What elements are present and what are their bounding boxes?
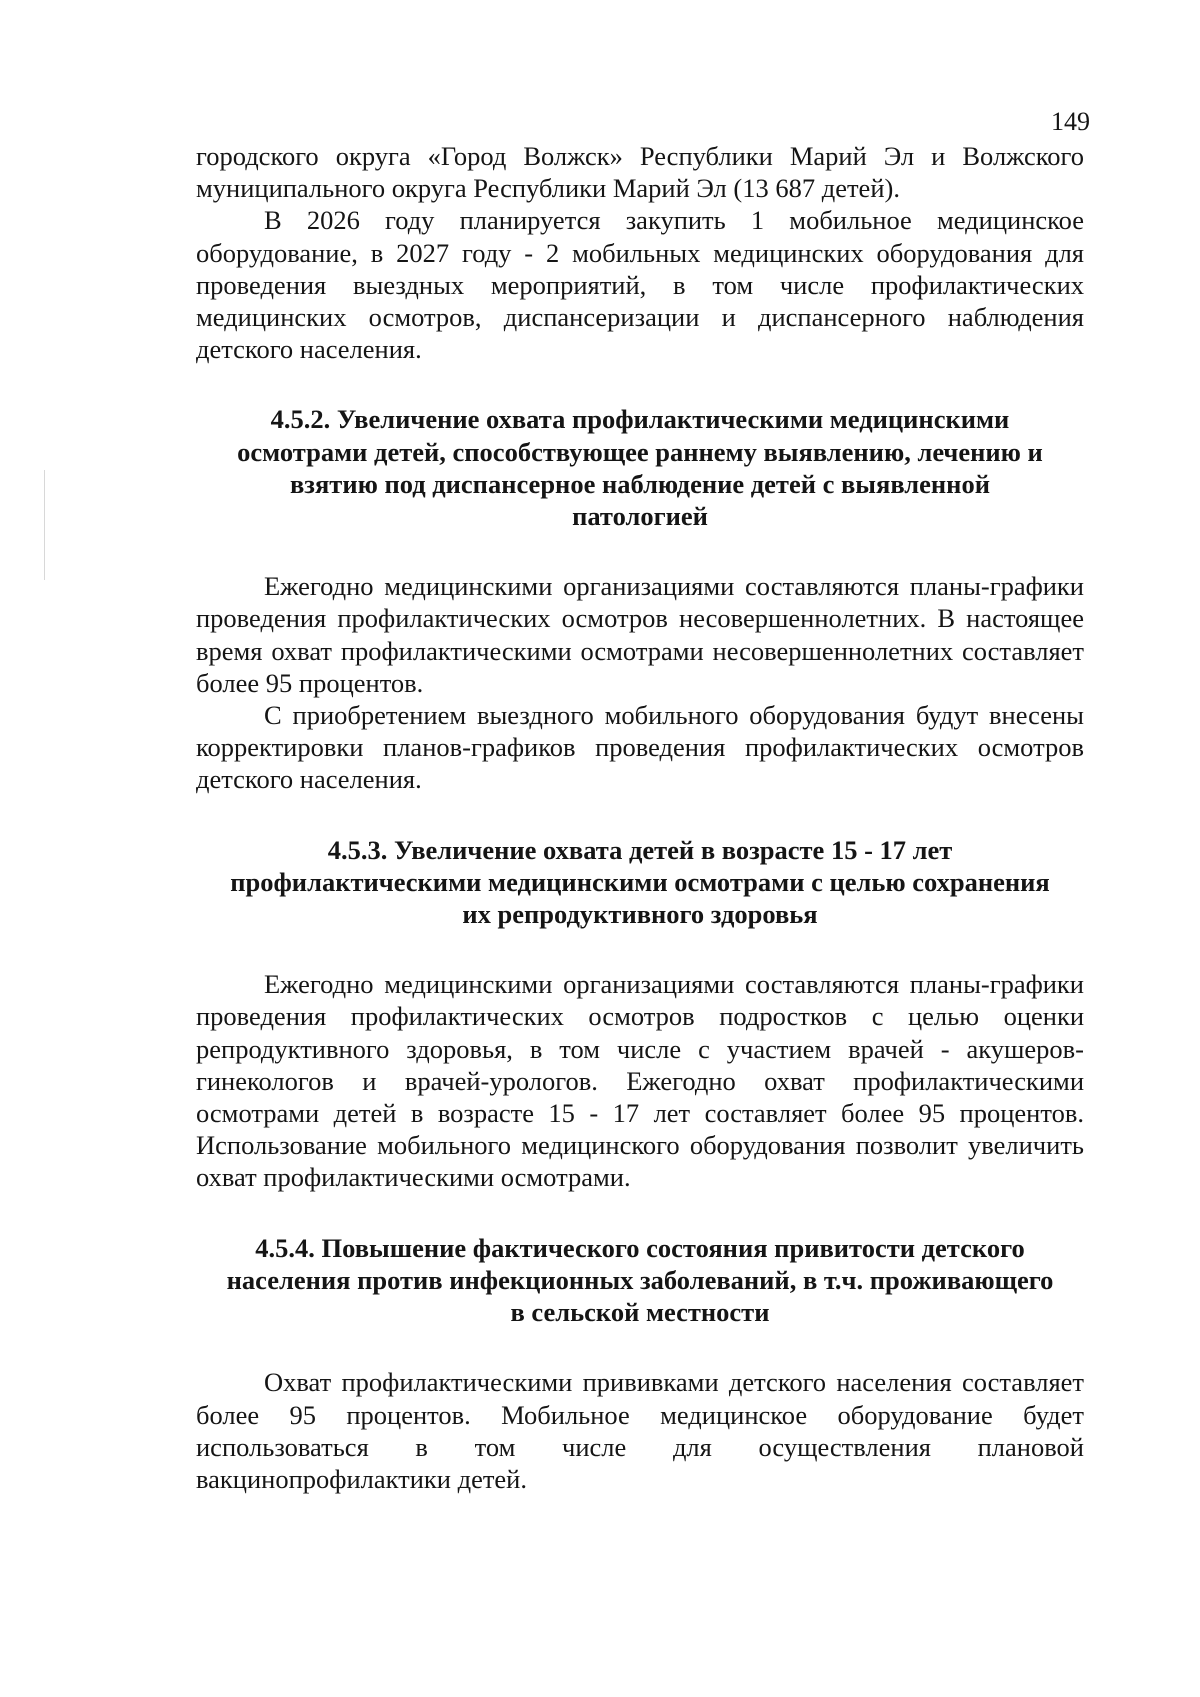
section-heading-4-5-3 — [196, 834, 1084, 931]
heading-line: 4.5.4. Повышение фактического состояния привитости детского — [255, 1232, 1025, 1263]
document-body — [196, 140, 1084, 1495]
heading-line: 4.5.3. Увеличение охвата детей в возрасте 15 - 17 лет — [327, 834, 953, 865]
paragraph-mobile-equipment: С приобретением выездного мобильного оборудования будут внесены корректировки планов-графиков проведения профилактических осмотров детского населения. — [196, 700, 1084, 795]
heading-line: населения против инфекционных заболеваний, в т.ч. проживающего — [226, 1264, 1054, 1295]
paragraph-adolescent-exams: Ежегодно медицинскими организациями составляются планы-графики проведения профилактических осмотров подростков с целью оценки репродуктивного здоровья, в том числе с участием врачей - акушеров-гинекологов и врачей-урологов. Ежегодно охват профилактическими осмотрами детей в возрасте 15 - 17 лет составляет более 95 процентов. Использование мобильного медицинского оборудования позволит увеличить охват профилактическими осмотрами. — [196, 969, 1084, 1193]
heading-line: 4.5.2. Увеличение охвата профилактическими медицинскими — [270, 404, 1010, 435]
paragraph-purchase-plan: В 2026 году планируется закупить 1 мобильное медицинское оборудование, в 2027 году - 2 мобильных медицинских оборудования для проведения выездных мероприятий, в том числе профилактических медицинских осмотров, диспансеризации и диспансерного наблюдения детского населения. — [196, 205, 1084, 365]
section-heading-4-5-2 — [196, 403, 1084, 532]
paragraph-continuation: городского округа «Город Волжск» Республики Марий Эл и Волжского муниципального округа Республики Марий Эл (13 687 детей). — [196, 141, 1084, 204]
paragraph-vaccination: Охват профилактическими прививками детского населения составляет более 95 процентов. Мобильное медицинское оборудование будет использоваться в том числе для осуществления плановой вакцинопрофилактики детей. — [196, 1367, 1084, 1494]
heading-line: взятию под диспансерное наблюдение детей с выявленной — [290, 468, 990, 499]
page-number: 149 — [1051, 107, 1090, 136]
heading-line: патологией — [572, 501, 708, 532]
heading-line: осмотрами детей, способствующее раннему выявлению, лечению и — [237, 436, 1043, 467]
paragraph-schedules: Ежегодно медицинскими организациями составляются планы-графики проведения профилактических осмотров несовершеннолетних. В настоящее время охват профилактическими осмотрами несовершеннолетних составляет более 95 процентов. — [196, 571, 1084, 698]
scan-margin-mark — [44, 470, 45, 580]
heading-line: их репродуктивного здоровья — [462, 899, 818, 930]
heading-line: профилактическими медицинскими осмотрами с целью сохранения — [230, 866, 1050, 897]
section-heading-4-5-4 — [196, 1232, 1084, 1329]
heading-line: в сельской местности — [510, 1297, 770, 1328]
